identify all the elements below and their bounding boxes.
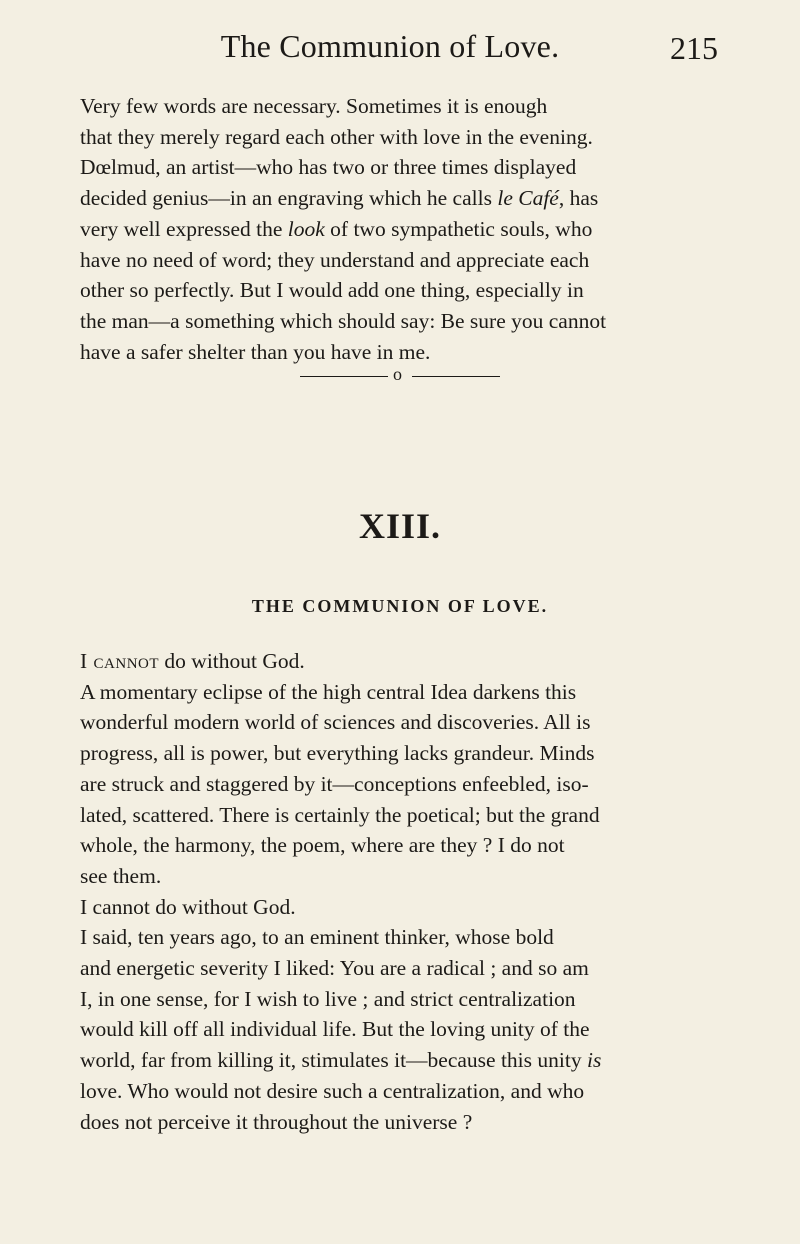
opening-rest: do without God. [159, 649, 305, 673]
line-text: have no need of word; they understand and appreciate each [80, 247, 590, 272]
line-text: and energetic severity I liked: You are a radical ; and so am [80, 956, 589, 981]
line-text: have a safer shelter than you have in me. [80, 339, 431, 364]
divider-rule-left [300, 376, 388, 377]
line-text: decided genius—in an engraving which he calls [80, 186, 498, 211]
text-line [80, 892, 720, 923]
line-text: world, far from killing it, stimulates it—because this unity [80, 1048, 587, 1073]
text-line [80, 245, 720, 276]
text-line [80, 152, 720, 183]
chapter-title: THE COMMUNION OF LOVE. [251, 596, 549, 616]
line-text: would kill off all individual life. But the loving unity of the [80, 1017, 590, 1042]
divider-rule-right [412, 376, 500, 377]
text-line [80, 306, 720, 337]
top-paragraph [80, 91, 720, 367]
line-text: Dœlmud, an artist—who has two or three times displayed [80, 155, 577, 180]
italic-word: le Café [497, 186, 559, 211]
line-text: wonderful modern world of sciences and discoveries. All is [80, 710, 591, 735]
text-line-with-italic [80, 214, 720, 245]
text-line [80, 1107, 720, 1138]
text-line [80, 1045, 720, 1076]
divider-ornament: o [393, 364, 402, 384]
line-text: does not perceive it throughout the universe ? [80, 1109, 473, 1134]
section-divider [300, 366, 500, 386]
line-text: progress, all is power, but everything lacks grandeur. Minds [80, 741, 595, 766]
text-line [80, 1076, 720, 1107]
text-line [80, 953, 720, 984]
text-line-with-italic [80, 183, 720, 214]
line-text: A momentary eclipse of the high central Idea darkens this [80, 679, 577, 704]
text-line [80, 922, 720, 953]
line-text: , has [558, 186, 599, 211]
italic-word: is [586, 1048, 602, 1073]
text-line [80, 122, 720, 153]
opening-small-caps: I cannot [80, 649, 160, 673]
text-line [80, 337, 720, 368]
text-line [80, 984, 720, 1015]
italic-word: look [287, 216, 325, 241]
line-text: the man—a something which should say: Be sure you cannot [80, 308, 607, 333]
text-line [80, 769, 720, 800]
line-text: I said, ten years ago, to an eminent thinker, whose bold [80, 925, 554, 950]
line-text: love. Who would not desire such a centralization, and who [80, 1078, 585, 1103]
line-text: are struck and staggered by it—conceptions enfeebled, iso- [80, 771, 589, 796]
line-text: see them. [80, 863, 162, 888]
page-number: 215 [670, 30, 718, 66]
line-text: other so perfectly. But I would add one thing, especially in [80, 278, 584, 303]
line-text: of two sympathetic souls, who [324, 216, 593, 241]
opening-line [80, 646, 720, 677]
text-line [80, 1014, 720, 1045]
chapter-number: XIII. [358, 506, 442, 546]
line-text: that they merely regard each other with love in the evening. [80, 124, 593, 149]
text-line [80, 800, 720, 831]
text-line [80, 830, 720, 861]
chapter-body [80, 646, 720, 1137]
text-line [80, 275, 720, 306]
line-text: I cannot do without God. [80, 894, 296, 919]
line-text: whole, the harmony, the poem, where are they ? I do not [80, 833, 565, 858]
line-text: Very few words are necessary. Sometimes it is enough [80, 94, 548, 118]
text-line [80, 677, 720, 708]
text-line [80, 738, 720, 769]
text-line [80, 707, 720, 738]
line-text: I, in one sense, for I wish to live ; and strict centralization [80, 986, 576, 1011]
text-line [80, 91, 720, 122]
line-text: lated, scattered. There is certainly the poetical; but the grand [80, 802, 600, 827]
line-text: very well expressed the [80, 216, 288, 241]
running-title: The Communion of Love. [220, 28, 560, 64]
text-line [80, 861, 720, 892]
